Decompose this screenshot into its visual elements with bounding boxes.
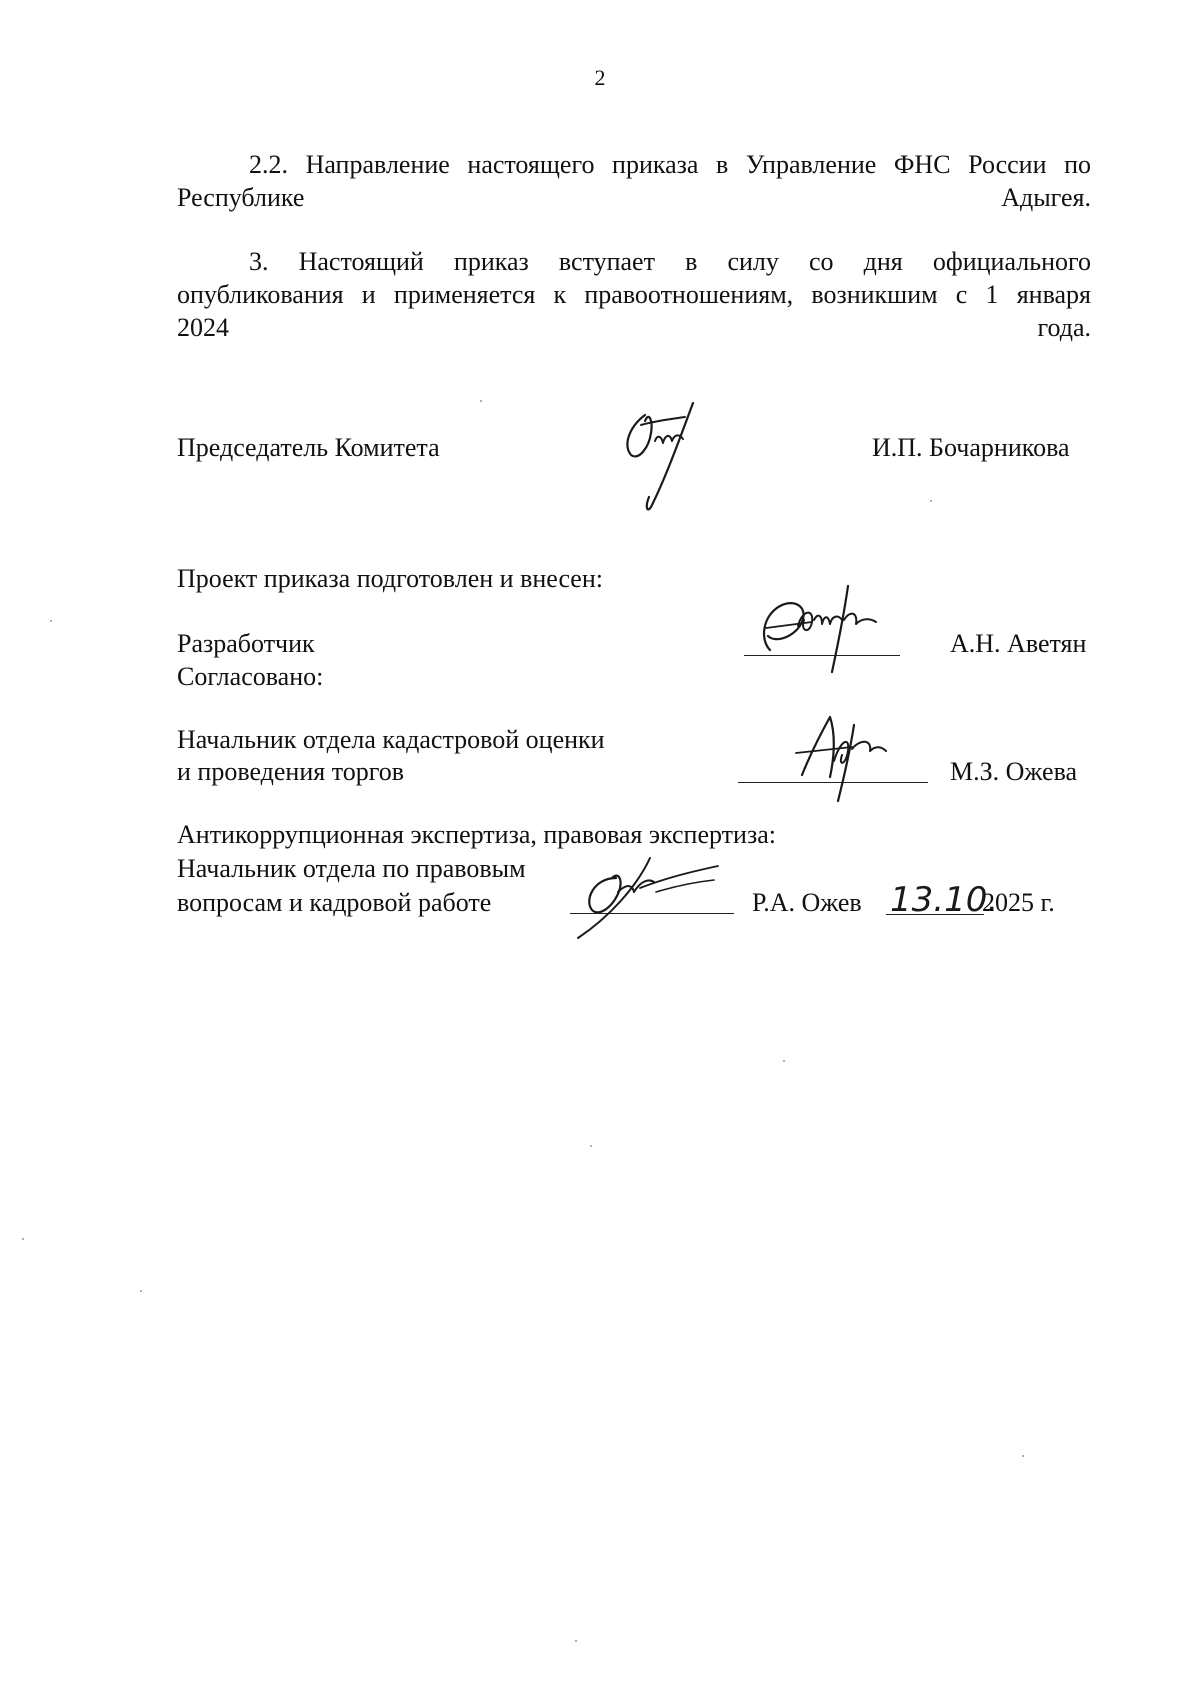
scan-speck xyxy=(930,500,932,502)
paragraph-2-2-line-1: 2.2. Направление настоящего приказа в Управление ФНС России по xyxy=(249,150,1091,179)
paragraph-2-2 xyxy=(177,148,1091,214)
paragraph-3 xyxy=(177,245,1091,344)
cadastral-title-line-1: Начальник отдела кадастровой оценки xyxy=(177,725,605,754)
paragraph-3-line-2: опубликования и применяется к правоотношениям, возникшим с 1 января xyxy=(177,280,1091,309)
scan-speck xyxy=(50,620,52,622)
project-heading: Проект приказа подготовлен и внесен: xyxy=(177,564,603,593)
chairman-signature xyxy=(615,395,705,520)
developer-label: Разработчик xyxy=(177,629,315,658)
legal-signature xyxy=(570,848,730,948)
developer-signature xyxy=(752,580,912,680)
legal-name: Р.А. Ожев xyxy=(752,888,862,917)
legal-title-line-1: Начальник отдела по правовым xyxy=(177,854,526,883)
scan-speck xyxy=(1022,1455,1024,1457)
legal-year: 2025 г. xyxy=(982,888,1055,917)
page-number: 2 xyxy=(594,65,606,90)
chairman-title: Председатель Комитета xyxy=(177,433,440,462)
cadastral-signature xyxy=(790,705,900,810)
cadastral-name: М.З. Ожева xyxy=(950,757,1078,786)
scan-speck xyxy=(590,1145,592,1147)
legal-title-line-2: вопросам и кадровой работе xyxy=(177,888,492,917)
scan-speck xyxy=(480,400,482,402)
paragraph-2-2-line-2: Республике Адыгея. xyxy=(177,183,1091,212)
legal-date-handwritten: 13.10. xyxy=(890,880,999,920)
scan-speck xyxy=(140,1290,142,1292)
paragraph-3-line-1: 3. Настоящий приказ вступает в силу со дня официального xyxy=(249,247,1091,276)
chairman-name: И.П. Бочарникова xyxy=(872,433,1070,462)
paragraph-3-line-3: 2024 года. xyxy=(177,313,1091,342)
legal-date-underline xyxy=(886,914,984,915)
scan-speck xyxy=(783,1060,785,1062)
scan-speck xyxy=(575,1640,577,1642)
legal-heading: Антикоррупционная экспертиза, правовая экспертиза: xyxy=(177,820,776,849)
agreed-label: Согласовано: xyxy=(177,662,324,691)
developer-name: А.Н. Аветян xyxy=(950,629,1087,658)
cadastral-title-line-2: и проведения торгов xyxy=(177,757,405,786)
scan-speck xyxy=(22,1238,24,1240)
